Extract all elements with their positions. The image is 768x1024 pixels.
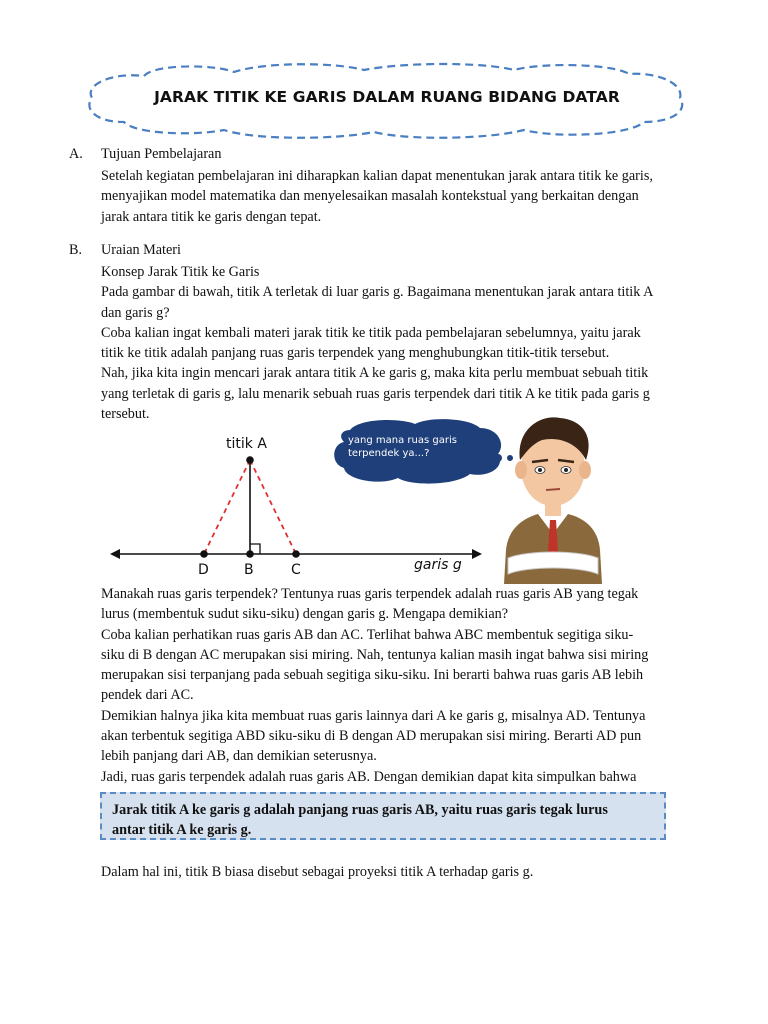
- text-line: lebih panjang dari AB, dan demikian seterusnya.: [101, 748, 377, 765]
- point-d: [200, 550, 208, 558]
- text-line: akan terbentuk segitiga ABD siku-siku di B dengan AD merupakan sisi miring. Berarti AD pun: [101, 728, 642, 745]
- explanation-paragraph: [101, 584, 702, 787]
- label-point-d: D: [198, 562, 209, 578]
- text-line: Coba kalian perhatikan ruas garis AB dan AC. Terlihat bahwa ABC membentuk segitiga siku-: [101, 626, 634, 643]
- thinking-student-illustration: [498, 410, 608, 584]
- text-line: Nah, jika kita ingin mencari jarak antara titik A ke garis g, maka kita perlu membuat sebuah titik: [101, 365, 649, 382]
- right-arrow-icon: [472, 549, 482, 559]
- text-line: siku di B dengan AC merupakan sisi miring. Nah, tentunya kalian masih ingat bahwa sisi miring: [101, 646, 649, 663]
- page-title: JARAK TITIK KE GARIS DALAM RUANG BIDANG DATAR: [154, 88, 620, 106]
- closing-sentence: Dalam hal ini, titik B biasa disebut sebagai proyeksi titik A terhadap garis g.: [101, 864, 534, 880]
- thought-line-2: terpendek ya...?: [348, 448, 430, 459]
- section-a-letter: A.: [69, 146, 83, 162]
- text-line: merupakan sisi terpanjang pada sebuah segitiga siku-siku. Ini berarti bahwa ruas garis AB lebih: [101, 667, 644, 684]
- text-line: Jadi, ruas garis terpendek adalah ruas garis AB. Dengan demikian dapat kita simpulkan bahwa: [101, 768, 637, 785]
- text-line: menyajikan model matematika dan menyelesaikan masalah kontekstual yang berkaitan dengan: [101, 188, 639, 205]
- text-line: dan garis g?: [101, 304, 170, 321]
- text-line: Coba kalian ingat kembali materi jarak titik ke titik pada pembelajaran sebelumnya, yaitu jarak: [101, 324, 641, 341]
- section-a-paragraph: [101, 166, 702, 227]
- label-point-c: C: [291, 562, 301, 578]
- segment-ad: [204, 460, 250, 554]
- text-line: yang terletak di garis g, lalu menarik sebuah ruas garis terpendek dari titik A ke titik pada garis g: [101, 385, 650, 402]
- text-line: Demikian halnya jika kita membuat ruas garis lainnya dari A ke garis g, misalnya AD. Tentunya: [101, 707, 646, 724]
- text-line: Manakah ruas garis terpendek? Tentunya ruas garis terpendek adalah ruas garis AB yang tegak: [101, 586, 639, 602]
- label-point-b: B: [244, 562, 254, 578]
- definition-text: [112, 800, 654, 840]
- text-line: Setelah kegiatan pembelajaran ini diharapkan kalian dapat menentukan jarak antara titik ke garis,: [101, 168, 653, 184]
- label-line-g: garis g: [414, 557, 462, 573]
- text-line: lurus (membentuk sudut siku-siku) dengan garis g. Mengapa demikian?: [101, 606, 509, 623]
- text-line: jarak antara titik ke garis dengan tepat.: [101, 208, 322, 225]
- subheading: Konsep Jarak Titik ke Garis: [101, 264, 260, 280]
- thought-line-1: yang mana ruas garis: [348, 435, 457, 446]
- label-point-a: titik A: [226, 436, 267, 452]
- point-c: [292, 550, 300, 558]
- thought-bubble-text: [348, 434, 498, 460]
- student-figure: [498, 410, 608, 584]
- text-line: tersebut.: [101, 406, 150, 423]
- title-banner: [84, 62, 690, 140]
- section-b-heading: Uraian Materi: [101, 242, 181, 258]
- text-line: pendek dari AC.: [101, 687, 194, 704]
- section-b-letter: B.: [69, 242, 83, 258]
- text-line: Pada gambar di bawah, titik A terletak di luar garis g. Bagaimana menentukan jarak antara titik A: [101, 284, 654, 301]
- definition-line-2: antar titik A ke garis g.: [112, 822, 252, 838]
- section-b-paragraph: [101, 262, 702, 424]
- thought-bubble: [330, 416, 520, 494]
- left-arrow-icon: [110, 549, 120, 559]
- definition-line-1: Jarak titik A ke garis g adalah panjang ruas garis AB, yaitu ruas garis tegak lurus: [112, 802, 608, 818]
- definition-box: [100, 792, 666, 840]
- section-a-heading: Tujuan Pembelajaran: [101, 146, 222, 162]
- text-line: titik ke titik adalah panjang ruas garis terpendek yang menghubungkan titik-titik tersebut.: [101, 345, 610, 362]
- segment-ac: [250, 460, 296, 554]
- point-a: [246, 456, 254, 464]
- point-b: [246, 550, 254, 558]
